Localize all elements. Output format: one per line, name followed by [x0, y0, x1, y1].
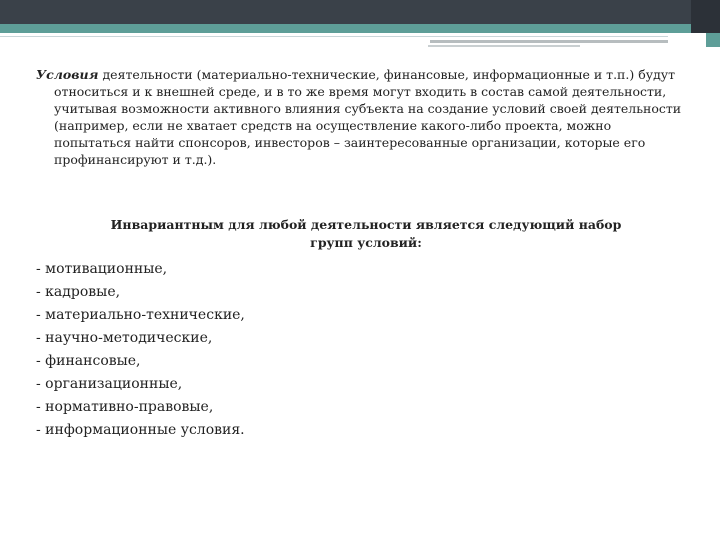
- conditions-list: [36, 258, 686, 442]
- header-band-dark: [0, 0, 720, 24]
- list-item: - научно-методические,: [36, 330, 213, 346]
- header-band-teal: [0, 24, 720, 33]
- header-accent-dark: [691, 0, 720, 33]
- conditions-heading: Инвариантным для любой деятельности является следующий набор групп условий:: [110, 217, 622, 250]
- list-item: - материально-технические,: [36, 307, 245, 323]
- intro-paragraph: [36, 66, 686, 168]
- list-item: - мотивационные,: [36, 261, 168, 277]
- list-item: - кадровые,: [36, 284, 121, 300]
- list-item: - информационные условия.: [36, 422, 245, 438]
- slide-content: [36, 66, 686, 442]
- header-rule-gray-short: [428, 45, 580, 47]
- header-rule-gray: [430, 40, 668, 43]
- header-rule-light: [0, 36, 668, 37]
- list-item: - нормативно-правовые,: [36, 399, 214, 415]
- header-accent-teal: [706, 33, 720, 47]
- list-item: - финансовые,: [36, 353, 141, 369]
- list-item: - организационные,: [36, 376, 183, 392]
- paragraph-lead-word: Условия: [36, 67, 99, 82]
- paragraph-text: деятельности (материально-технические, финансовые, информационные и т.п.) будут относиться и к внешней среде, и в то же время могут входить в состав самой деятельности, учитывая возможности активного влияния субъекта на создание условий своей деятельности (например, если не хватает средств на осуществление какого-либо проекта, можно попытаться найти спонсоров, инвесторов – заинтересованные организации, которые его профинансируют и т.д.).: [54, 67, 682, 167]
